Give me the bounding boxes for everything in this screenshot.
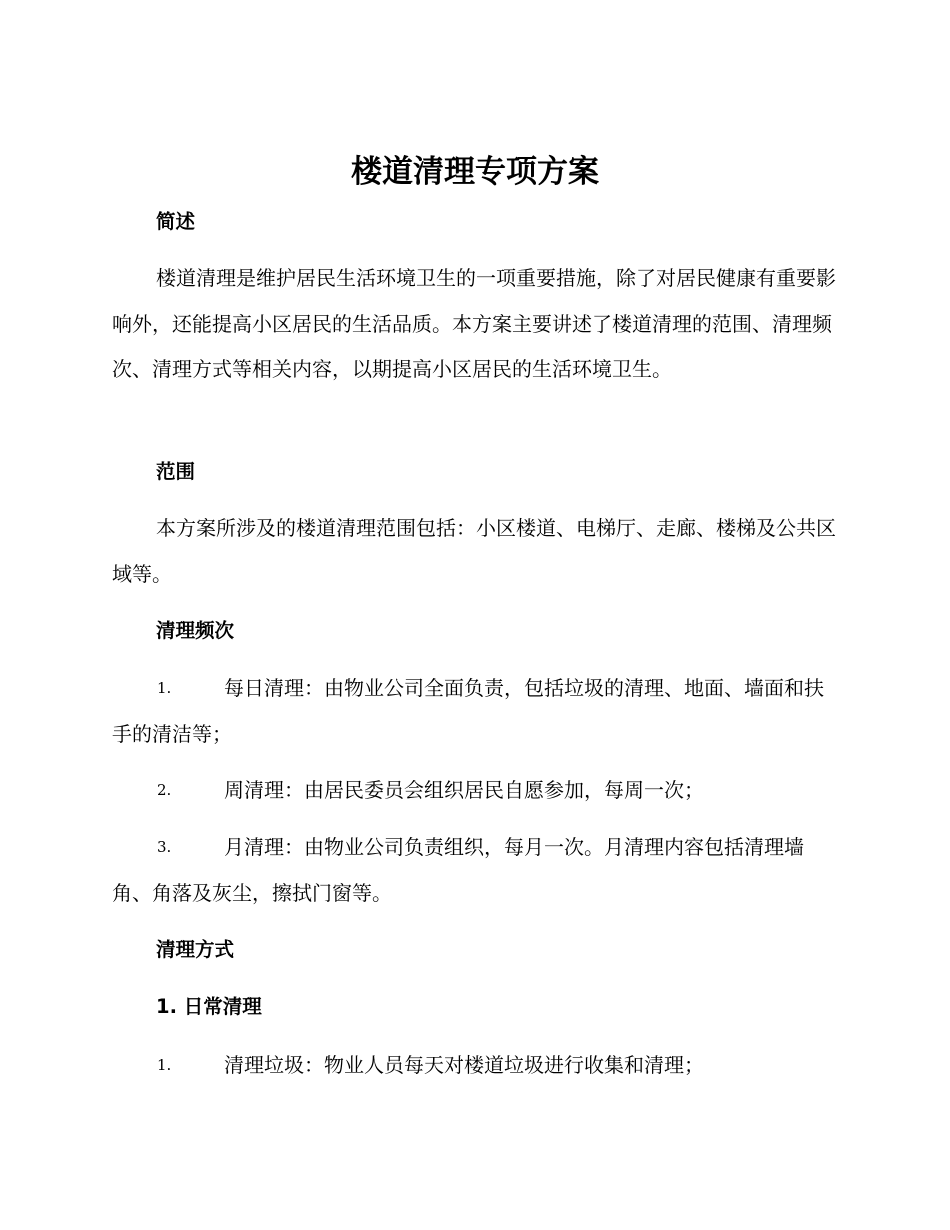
list-number: 2. [157,781,172,799]
summary-heading: 简述 [156,210,196,233]
frequency-list-item [112,666,842,757]
scope-heading: 范围 [156,460,196,483]
frequency-list-item [112,768,842,814]
list-number: 1. [157,679,172,697]
list-number: 3. [157,838,172,856]
document-title: 楼道清理专项方案 [351,154,599,190]
list-item-text: 清理垃圾：物业人员每天对楼道垃圾进行收集和清理； [224,1053,704,1077]
list-item-text: 周清理：由居民委员会组织居民自愿参加，每周一次； [224,778,704,802]
summary-paragraph: 楼道清理是维护居民生活环境卫生的一项重要措施，除了对居民健康有重要影响外，还能提高小区居民的生活品质。本方案主要讲述了楼道清理的范围、清理频次、清理方式等相关内容，以期提高小区居民的生活环境卫生。 [112,266,836,381]
list-number: 1. [157,1056,172,1074]
list-item-text: 每日清理：由物业公司全面负责，包括垃圾的清理、地面、墙面和扶手的清洁等； [112,676,824,746]
list-item-text: 月清理：由物业公司负责组织，每月一次。月清理内容包括清理墙角、角落及灰尘，擦拭门窗等。 [112,835,804,905]
method-list-item [112,1043,842,1089]
frequency-list-item [112,825,842,916]
method-heading: 清理方式 [156,938,235,961]
frequency-heading: 清理频次 [156,619,235,642]
method-subheading: 1. 日常清理 [156,995,262,1018]
scope-paragraph: 本方案所涉及的楼道清理范围包括：小区楼道、电梯厅、走廊、楼梯及公共区域等。 [112,516,836,586]
